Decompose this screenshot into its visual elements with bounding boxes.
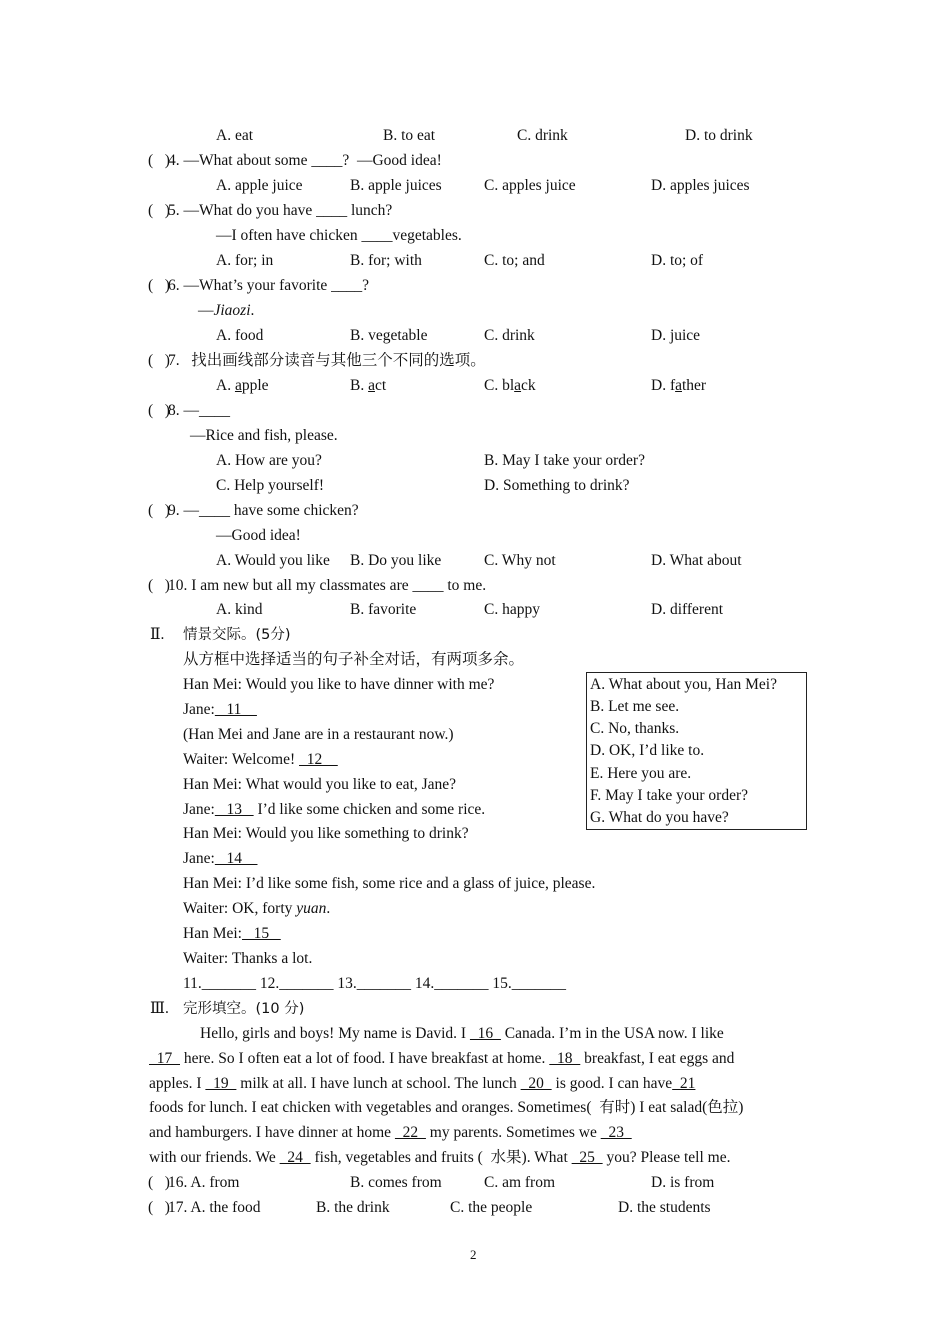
passage-text: here. So I often eat a lot of food. I have breakfast at home.	[180, 1050, 550, 1067]
passage-text: is good. I can have	[551, 1075, 673, 1092]
q4-option-c: C. apples juice	[484, 177, 576, 194]
dialog-text: I’d like some chicken and some rice.	[253, 801, 486, 818]
dialog-text: Waiter: OK, forty	[183, 900, 297, 917]
choice-option-f: F. May I take your order?	[590, 787, 749, 804]
q5-answer-bracket[interactable]: ( )	[148, 202, 170, 219]
q6-reply-word: Jiaozi	[213, 302, 251, 319]
q7-option-b-pre: B.	[350, 377, 369, 394]
q5-option-d: D. to; of	[651, 252, 704, 269]
dialog-line: Han Mei: I’d like some fish, some rice and a glass of juice, please.	[183, 875, 596, 892]
q8-stem: 8. —____	[168, 402, 230, 419]
dialog-line: (Han Mei and Jane are in a restaurant now.)	[183, 726, 454, 743]
dialog-line: Han Mei: What would you like to eat, Jane?	[183, 776, 457, 793]
q9-option-b: B. Do you like	[350, 552, 442, 569]
q9-option-d: D. What about	[651, 552, 742, 569]
choice-option-d: D. OK, I’d like to.	[590, 742, 705, 759]
q7-option-b	[350, 376, 386, 396]
choice-option-c: C. No, thanks.	[590, 720, 680, 737]
blank-17[interactable]: 17	[149, 1050, 180, 1067]
q7-option-c-underlined: a	[514, 377, 522, 394]
q9-option-c: C. Why not	[484, 552, 556, 569]
q3-option-d: D. to drink	[685, 127, 753, 144]
q10-answer-bracket[interactable]: ( )	[148, 577, 170, 594]
q16-option-d: D. is from	[651, 1174, 715, 1191]
passage-text: and hamburgers. I have dinner at home	[149, 1124, 395, 1141]
q3-option-a: A. eat	[216, 127, 254, 144]
section-2-title: 情景交际。(5分)	[183, 627, 291, 643]
dialog-speaker: Jane:	[183, 801, 215, 818]
blank-16[interactable]: 16	[469, 1025, 501, 1042]
dialog-currency: yuan	[296, 900, 327, 917]
choice-option-b: B. Let me see.	[590, 698, 680, 715]
passage-text: Hello, girls and boys! My name is David. I	[200, 1025, 470, 1042]
q7-option-c-post: ck	[521, 377, 536, 394]
q5-option-a: A. for; in	[216, 252, 274, 269]
passage-text: breakfast, I eat eggs and	[580, 1050, 735, 1067]
blank-21[interactable]: 21	[672, 1075, 696, 1092]
q9-reply: —Good idea!	[216, 527, 301, 544]
q8-answer-bracket[interactable]: ( )	[148, 402, 170, 419]
q16-option-b: B. comes from	[350, 1174, 442, 1191]
q7-option-c-pre: C. bl	[484, 377, 515, 394]
page-number: 2	[470, 1247, 477, 1262]
passage-text: with our friends. We	[149, 1149, 280, 1166]
dialog-speaker: Jane:	[183, 850, 215, 867]
q16-option-a: 16. A. from	[168, 1174, 240, 1191]
passage-line	[149, 1123, 632, 1143]
q5-stem: 5. —What do you have ____ lunch?	[168, 202, 393, 219]
q6-stem: 6. —What’s your favorite ____?	[168, 277, 370, 294]
passage-text: you? Please tell me.	[602, 1149, 731, 1166]
section-3-number: Ⅲ.	[150, 1000, 169, 1017]
dialog-line	[183, 924, 281, 944]
q9-option-a: A. Would you like	[216, 552, 330, 569]
dialog-line: Waiter: Thanks a lot.	[183, 950, 313, 967]
q6-reply-end: .	[250, 302, 255, 319]
q8-option-d: D. Something to drink?	[484, 477, 630, 494]
blank-24[interactable]: 24	[279, 1149, 311, 1166]
q6-option-d: D. juice	[651, 327, 701, 344]
q7-option-b-post: ct	[374, 377, 387, 394]
blank-14[interactable]: 14	[214, 850, 258, 867]
passage-line	[149, 1148, 730, 1168]
dialog-speaker: Jane:	[183, 701, 215, 718]
q17-option-a: 17. A. the food	[168, 1199, 261, 1216]
choice-box	[586, 672, 807, 830]
passage-text: my parents. Sometimes we	[425, 1124, 601, 1141]
q8-reply: —Rice and fish, please.	[190, 427, 338, 444]
passage-line	[149, 1049, 734, 1069]
choice-option-g: G. What do you have?	[590, 809, 729, 826]
q6-option-c: C. drink	[484, 327, 535, 344]
q4-option-a: A. apple juice	[216, 177, 303, 194]
passage-line	[149, 1074, 695, 1094]
q10-option-c: C. happy	[484, 601, 540, 618]
q7-option-b-underlined: a	[368, 377, 375, 394]
blank-18[interactable]: 18	[549, 1050, 581, 1067]
passage-text: fish, vegetables and fruits ( 水果). What	[310, 1149, 572, 1166]
q4-option-b: B. apple juices	[350, 177, 442, 194]
q3-option-c: C. drink	[517, 127, 568, 144]
blank-22[interactable]: 22	[394, 1124, 426, 1141]
q6-option-a: A. food	[216, 327, 264, 344]
q9-stem: 9. —____ have some chicken?	[168, 502, 359, 519]
dialog-line: Han Mei: Would you like something to drink?	[183, 825, 469, 842]
q16-option-c: C. am from	[484, 1174, 556, 1191]
blank-20[interactable]: 20	[520, 1075, 552, 1092]
q7-option-d-underlined: a	[675, 377, 682, 394]
answer-blanks-row[interactable]: 11._______ 12._______ 13._______ 14._______ 15._______	[183, 975, 567, 992]
q7-stem: 7. 找出画线部分读音与其他三个不同的选项。	[168, 352, 486, 369]
q3-option-b: B. to eat	[383, 127, 436, 144]
passage-text: Canada. I’m in the USA now. I like	[500, 1025, 724, 1042]
q16-answer-bracket[interactable]: ( )	[148, 1174, 170, 1191]
section-3-title: 完形填空。(10 分)	[183, 1001, 305, 1017]
q7-option-a	[216, 376, 269, 396]
dialog-speaker: Han Mei:	[183, 925, 242, 942]
blank-25[interactable]: 25	[571, 1149, 603, 1166]
q8-option-a: A. How are you?	[216, 452, 322, 469]
q7-option-c	[484, 376, 536, 396]
q7-option-d	[651, 376, 706, 396]
passage-text: milk at all. I have lunch at school. The lunch	[236, 1075, 521, 1092]
q17-option-d: D. the students	[618, 1199, 711, 1216]
blank-13[interactable]: 13	[214, 801, 254, 818]
q17-option-b: B. the drink	[316, 1199, 390, 1216]
dialog-line: Han Mei: Would you like to have dinner with me?	[183, 676, 495, 693]
choice-option-e: E. Here you are.	[590, 765, 692, 782]
q8-option-b: B. May I take your order?	[484, 452, 645, 469]
q7-answer-bracket[interactable]: ( )	[148, 352, 170, 369]
blank-12[interactable]: 12	[299, 751, 338, 768]
dialog-text: .	[326, 900, 331, 917]
q6-option-b: B. vegetable	[350, 327, 428, 344]
q4-answer-bracket[interactable]: ( )	[148, 152, 170, 169]
dialog-speaker: Waiter: Welcome!	[183, 751, 300, 768]
passage-text: apples. I	[149, 1075, 206, 1092]
blank-19[interactable]: 19	[205, 1075, 237, 1092]
blank-11[interactable]: 11	[214, 701, 257, 718]
q7-option-d-pre: D. f	[651, 377, 676, 394]
q6-reply	[198, 301, 254, 321]
q9-answer-bracket[interactable]: ( )	[148, 502, 170, 519]
dialog-line	[183, 899, 330, 919]
choice-option-a: A. What about you, Han Mei?	[590, 676, 777, 693]
dialog-line	[183, 800, 485, 820]
q6-answer-bracket[interactable]: ( )	[148, 277, 170, 294]
q8-option-c: C. Help yourself!	[216, 477, 325, 494]
passage-line	[200, 1024, 724, 1044]
q17-option-c: C. the people	[450, 1199, 533, 1216]
q5-option-c: C. to; and	[484, 252, 545, 269]
section-2-instruction: 从方框中选择适当的句子补全对话，有两项多余。	[183, 651, 525, 668]
q5-reply: —I often have chicken ____vegetables.	[216, 227, 462, 244]
blank-23[interactable]: 23	[600, 1124, 632, 1141]
dialog-line	[183, 700, 257, 720]
dialog-line	[183, 750, 338, 770]
q7-option-a-post: pple	[241, 377, 269, 394]
passage-line: foods for lunch. I eat chicken with vegetables and oranges. Sometimes( 有时) I eat salad(色拉)	[149, 1099, 744, 1116]
q7-option-a-underlined: a	[234, 377, 242, 394]
q10-option-a: A. kind	[216, 601, 263, 618]
q10-option-d: D. different	[651, 601, 724, 618]
dialog-line	[183, 849, 257, 869]
blank-15[interactable]: 15	[241, 925, 281, 942]
q7-option-d-post: ther	[682, 377, 707, 394]
q5-option-b: B. for; with	[350, 252, 422, 269]
q7-option-a-pre: A.	[216, 377, 235, 394]
q6-reply-dash: —	[198, 302, 214, 319]
q17-answer-bracket[interactable]: ( )	[148, 1199, 170, 1216]
q10-option-b: B. favorite	[350, 601, 417, 618]
section-2-number: Ⅱ.	[150, 626, 165, 643]
q10-stem: 10. I am new but all my classmates are ____ to me.	[168, 577, 487, 594]
q4-stem: 4. —What about some ____? —Good idea!	[168, 152, 442, 169]
q4-option-d: D. apples juices	[651, 177, 750, 194]
